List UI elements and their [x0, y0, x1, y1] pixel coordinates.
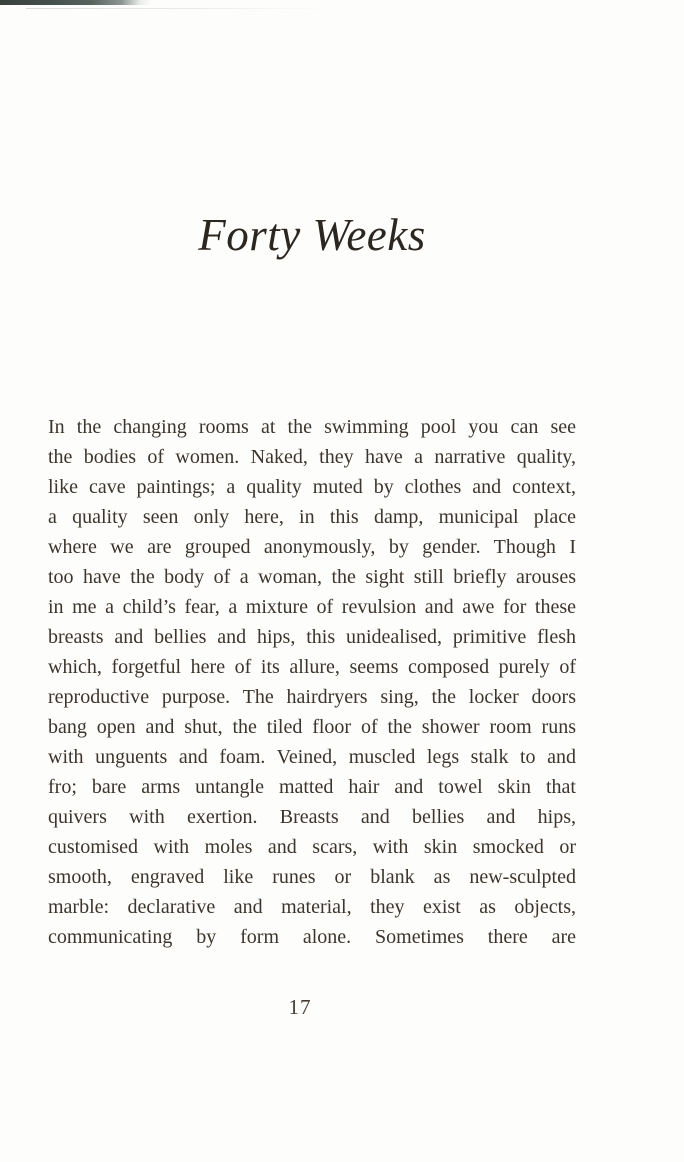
body-line: with unguents and foam. Veined, muscled legs stalk to and	[48, 746, 576, 768]
scan-artifact-strip	[0, 0, 152, 5]
body-line: reproductive purpose. The hairdryers sing, the locker doors	[48, 686, 576, 708]
body-line: marble: declarative and material, they exist as objects,	[48, 896, 576, 918]
body-line: communicating by form alone. Sometimes there are	[48, 926, 576, 948]
body-line: where we are grouped anonymously, by gender. Though I	[48, 536, 576, 558]
body-line: smooth, engraved like runes or blank as new-sculpted	[48, 866, 576, 888]
body-line: breasts and bellies and hips, this unidealised, primitive flesh	[48, 626, 576, 648]
body-text	[48, 412, 576, 952]
body-line: bang open and shut, the tiled floor of the shower room runs	[48, 716, 576, 738]
body-line: fro; bare arms untangle matted hair and towel skin that	[48, 776, 576, 798]
body-line: quivers with exertion. Breasts and bellies and hips,	[48, 806, 576, 828]
body-line: a quality seen only here, in this damp, municipal place	[48, 506, 576, 528]
body-line: in me a child’s fear, a mixture of revulsion and awe for these	[48, 596, 576, 618]
body-line: customised with moles and scars, with skin smocked or	[48, 836, 576, 858]
body-line: In the changing rooms at the swimming pool you can see	[48, 416, 576, 438]
chapter-title: Forty Weeks	[198, 210, 426, 260]
body-line: which, forgetful here of its allure, seems composed purely of	[48, 656, 576, 678]
body-line: too have the body of a woman, the sight still briefly arouses	[48, 566, 576, 588]
scan-artifact-line	[26, 8, 331, 9]
body-line: like cave paintings; a quality muted by clothes and context,	[48, 476, 576, 498]
page-number: 17	[288, 995, 312, 1019]
body-line: the bodies of women. Naked, they have a narrative quality,	[48, 446, 576, 468]
